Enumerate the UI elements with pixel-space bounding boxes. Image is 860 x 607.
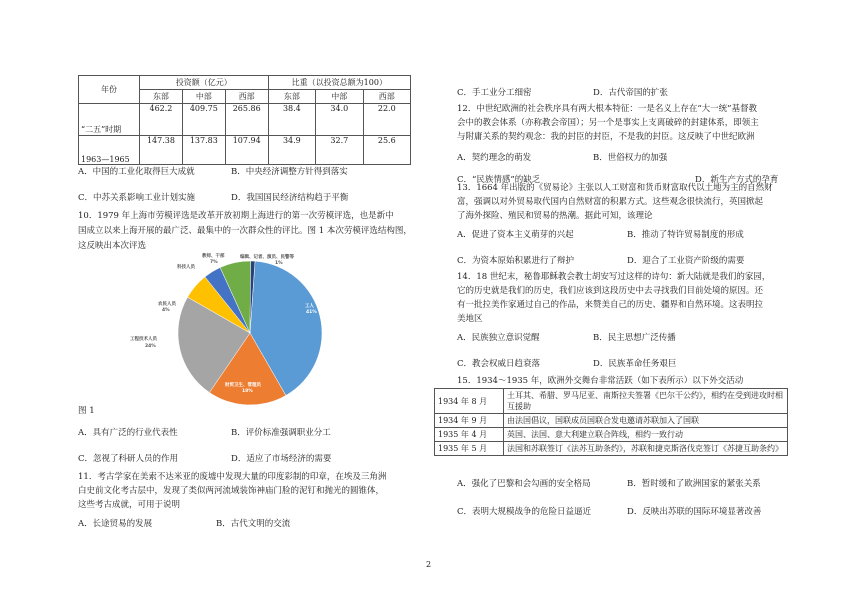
pie-label-worker: 工人 bbox=[305, 304, 314, 309]
pie-pct-worker: 41% bbox=[306, 310, 317, 315]
q14-option-a[interactable]: A．民族独立意识觉醒 bbox=[457, 333, 540, 343]
pie-label-editor: 编辑、记者、演员、民警等 bbox=[240, 255, 294, 260]
date-cell: 1935 年 5 月 bbox=[435, 442, 504, 456]
pie-label-trade: 财贸卫生、管理员 bbox=[225, 383, 261, 388]
page-number: 2 bbox=[426, 560, 432, 569]
diplomacy-table bbox=[434, 388, 788, 456]
subheader: 东部 bbox=[140, 90, 183, 104]
q12-option-c[interactable]: C．“民族情感”的缺乏 bbox=[457, 175, 541, 185]
q14-stem-line: 美地区 bbox=[457, 314, 483, 324]
period-cell: 1963—1965 bbox=[79, 136, 140, 165]
value-cell: 462.2 bbox=[140, 104, 183, 136]
q15-stem: 15．1934～1935 年，欧洲外交舞台非常活跃（如下表所示）以下外交活动 bbox=[457, 376, 744, 386]
subheader: 西部 bbox=[225, 90, 268, 104]
pie-label-tech: 科技人员 bbox=[177, 265, 195, 270]
q10-option-a[interactable]: A．具有广泛的行业代表性 bbox=[78, 428, 178, 438]
q9-option-a[interactable]: A．中国的工业化取得巨大成就 bbox=[78, 167, 195, 177]
pie-chart bbox=[130, 245, 350, 405]
pie-label-teacher: 教师、干部 bbox=[202, 254, 225, 259]
pie-label-farmer: 农民人员 bbox=[158, 302, 176, 307]
date-cell: 1934 年 8 月 bbox=[435, 389, 504, 414]
q14-stem-line: 有一批拉美作家通过自己的作品，来赞美自己的历史、疆界和自然环境。这表明拉 bbox=[457, 300, 764, 310]
date-cell: 1934 年 9 月 bbox=[435, 414, 504, 428]
q10-option-b[interactable]: B．评价标准强调职业分工 bbox=[231, 428, 331, 438]
q13-option-c[interactable]: C．为资本原始积累进行了辩护 bbox=[457, 256, 575, 266]
subheader: 东部 bbox=[268, 90, 315, 104]
value-cell: 25.6 bbox=[363, 136, 410, 165]
value-cell: 34.0 bbox=[316, 104, 363, 136]
q15-option-c[interactable]: C．表明大规模战争的危险日益逼近 bbox=[457, 507, 592, 517]
q11-option-d[interactable]: D．古代帝国的扩张 bbox=[593, 88, 668, 98]
event-cell: 法国和苏联签订《法苏互助条约》，苏联和捷克斯洛伐克签订《苏捷互助条约》 bbox=[504, 442, 788, 456]
q12-option-a[interactable]: A．契约理念的萌发 bbox=[457, 153, 532, 163]
q10-option-d[interactable]: D．适应了市场经济的需要 bbox=[231, 454, 332, 464]
value-cell: 107.94 bbox=[225, 136, 268, 165]
q15-option-d[interactable]: D．反映出苏联的国际环境显著改善 bbox=[627, 507, 762, 517]
event-cell: 英国、法国、意大利建立联合阵线，相约一致行动 bbox=[504, 428, 788, 442]
q13-option-d[interactable]: D．迎合了工业资产阶级的需要 bbox=[627, 256, 745, 266]
q14-stem-line: 14．18 世纪末，秘鲁耶稣教会教士胡安写过这样的诗句：新大陆就是我们的家园， bbox=[457, 272, 771, 282]
event-cell: 土耳其、希腊、罗马尼亚、南斯拉夫签署《巴尔干公约》，相约在受到进攻时相互援助 bbox=[504, 389, 788, 414]
value-cell: 34.9 bbox=[268, 136, 315, 165]
q13-stem-line: 13．1664 年出版的《贸易论》主张以人工财富和货币财富取代以土地为主的自然财 bbox=[457, 183, 773, 193]
q14-option-c[interactable]: C．教会权威日趋衰落 bbox=[457, 359, 541, 369]
value-cell: 147.38 bbox=[140, 136, 183, 165]
q14-option-d[interactable]: D．民族革命任务艰巨 bbox=[593, 359, 677, 369]
q11-stem-line: 白史前文化考古层中，发现了类似两河流域装饰神庙门脸的泥钉和抛光的圆锥体， bbox=[78, 486, 385, 496]
ratio-header: 比重（以投资总额为100） bbox=[268, 76, 410, 90]
q10-option-c[interactable]: C．忽视了科研人员的作用 bbox=[78, 454, 179, 464]
q9-option-b[interactable]: B．中央经济调整方针得到落实 bbox=[231, 167, 348, 177]
q12-stem-line: 与附庸关系的契约观念：我的封臣的封臣，不是我的封臣。这反映了中世纪欧洲 bbox=[457, 132, 755, 142]
investment-table bbox=[78, 75, 411, 165]
q11-option-b[interactable]: B．古代文明的交流 bbox=[216, 519, 291, 529]
value-cell: 409.75 bbox=[182, 104, 225, 136]
q15-option-a[interactable]: A．强化了巴黎和会勾画的安全格局 bbox=[457, 479, 591, 489]
q10-stem-line: 国成立以来上海开展的最广泛、最集中的一次群众性的评比。图 1 本次劳模评选结构图， bbox=[78, 226, 412, 236]
value-cell: 265.86 bbox=[225, 104, 268, 136]
q13-option-b[interactable]: B．推动了特许贸易制度的形成 bbox=[627, 230, 744, 240]
event-cell: 由法国倡议，国联成员国联合发电邀请苏联加入了国联 bbox=[504, 414, 788, 428]
value-cell: 32.7 bbox=[316, 136, 363, 165]
q13-stem-line: 了海外探险、殖民和贸易的热潮。据此可知，该理论 bbox=[457, 211, 653, 221]
period-cell: “二五”时期 bbox=[79, 104, 140, 136]
figure-caption: 图 1 bbox=[78, 406, 95, 416]
subheader: 中部 bbox=[182, 90, 225, 104]
value-cell: 22.0 bbox=[363, 104, 410, 136]
pie-label-engineer: 工程技术人员 bbox=[130, 337, 157, 342]
date-cell: 1935 年 4 月 bbox=[435, 428, 504, 442]
q12-stem-line: 会中的教会体系（亦称教会帝国）；另一个是事实上支离破碎的封建体系，即领主 bbox=[457, 118, 759, 128]
q15-option-b[interactable]: B．暂时缓和了欧洲国家的紧张关系 bbox=[627, 479, 761, 489]
invest-header: 投资额（亿元） bbox=[140, 76, 269, 90]
q13-stem-line: 富，强调以对外贸易取代国内自然财富的积累方式。这些观念很快流行，英国掀起 bbox=[457, 197, 764, 207]
q11-option-c[interactable]: C．手工业分工细密 bbox=[457, 88, 532, 98]
q12-option-b[interactable]: B．世俗权力的加强 bbox=[593, 153, 668, 163]
q12-stem-line: 12．中世纪欧洲的社会秩序具有两大根本特征：一是名义上存在“大一统”基督教 bbox=[457, 104, 758, 114]
q10-stem-line: 这反映出本次评选 bbox=[78, 241, 147, 251]
subheader: 中部 bbox=[316, 90, 363, 104]
q11-stem-line: 11．考古学家在美索不达米亚的废墟中发现大量的印度彩制的印章，在埃及三角洲 bbox=[78, 472, 387, 482]
q12-option-d[interactable]: D．新生产方式的孕育 bbox=[695, 175, 779, 185]
pie-pct-editor: 1% bbox=[275, 261, 283, 266]
pie-pct-farmer: 4% bbox=[162, 308, 170, 313]
pie-pct-engineer: 24% bbox=[145, 344, 156, 349]
q14-stem-line: 它的历史就是我们的历史，我们应该到这段历史中去寻找我们目前处境的原因。还 bbox=[457, 286, 764, 296]
value-cell: 38.4 bbox=[268, 104, 315, 136]
year-header: 年份 bbox=[79, 76, 140, 104]
q13-option-a[interactable]: A．促进了资本主义萌芽的兴起 bbox=[457, 230, 574, 240]
value-cell: 137.83 bbox=[182, 136, 225, 165]
q9-option-d[interactable]: D．我国国民经济结构趋于平衡 bbox=[231, 193, 349, 203]
q11-stem-line: 这些考古成就，可用于说明 bbox=[78, 500, 181, 510]
q10-stem-line: 10．1979 年上海市劳模评选是改革开放初期上海进行的第一次劳模评选，也是新中 bbox=[78, 211, 394, 221]
pie-pct-trade: 18% bbox=[242, 389, 253, 394]
q11-option-a[interactable]: A．长途贸易的发展 bbox=[78, 519, 153, 529]
q9-option-c[interactable]: C．中苏关系影响工业计划实施 bbox=[78, 193, 196, 203]
subheader: 西部 bbox=[363, 90, 410, 104]
q14-option-b[interactable]: B．民主思想广泛传播 bbox=[593, 333, 676, 343]
pie-pct-teacher: 7% bbox=[210, 260, 218, 265]
